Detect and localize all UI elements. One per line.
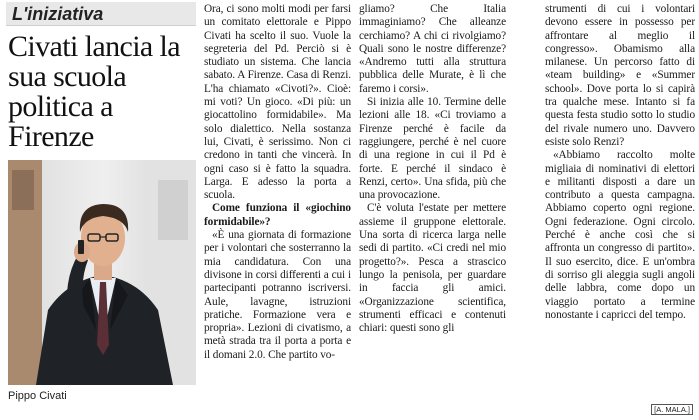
paragraph: «Abbiamo raccolto molte migliaia di nominativi di elettori e militanti disposti a dare un contributo a questa campagna. Abbiamo coperto ogni regione. Ogni federazione. Ogni circolo. Perché è anche così che si affronta un congresso di partito». Il suo esercito, dice. E un'ombra di sorriso gli aleggia sugli angoli delle labbra, come dopo un viaggio portato a termine nonostante i capricci del tempo. [545,149,695,321]
paragraph: Ora, ci sono molti modi per farsi un comitato elettorale e Pippo Civati ha scelto il suo. Vuole la segreteria del Pd. Perciò si è studiato un sistema. Che lancia sabato. A Firenze. Casa di Renzi. L'ha chiamato «Civoti?». Cioè: mi voti? Un gioco. «Di più: un giocattolino formidabile». Ma solo dialettico. Nella sostanza lui, Civati, è serissimo. Non ci credono in tanti che vincerà. In ogni caso si è fatto la squadra. Larga. E adesso la porta a scuola. [204,3,351,202]
photo-caption: Pippo Civati [8,390,67,402]
paragraph: Si inizia alle 10. Termine delle lezioni alle 18. «Ci troviamo a Firenze perché è facile da raggiungere, perché è nel cuore di una regione in cui il Pd è forte. E perché il sindaco è Renzi, certo». Una sfida, più che una provocazione. [359,96,506,202]
section-tag: L'iniziativa [6,2,196,26]
paragraph: «È una giornata di formazione per i volontari che sosterranno la mia candidatura. Con una divisone in corsi differenti a cui i partecipanti potranno iscriversi. Aule, lavagne, istruzioni pratiche. Formazione vera e propria». Lezioni di civatismo, a metà strada tra il porta a porta e il domani 2.0. Che partito vo- [204,229,351,361]
article-column-3 [545,3,695,413]
paragraph: strumenti di cui i volontari devono essere in possesso per affrontare al meglio il congresso». Obamismo alla milanese. Un percorso fatto di «team building» e «Summer school». Dove porta lo si capirà tra qualche mese. Intanto si fa questa festa studio sotto lo studio del rivale numero uno. Davvero esiste solo Renzi? [545,3,695,148]
headline: Civati lancia la sua scuola politica a Firenze [8,30,180,153]
article-column-1 [204,3,351,413]
paragraph: C'è voluta l'estate per mettere assieme il gruppone elettorale. Una sorta di ricerca larga nelle sedi di partito. «Ci credi nel mio progetto?». Pesca a strascico lungo la penisola, per guardare in faccia gli amici. «Organizzazione scientifica, strumenti efficaci e contenuti chiari: questi sono gli [359,202,506,335]
article-photo [8,160,196,385]
paragraph: gliamo? Che Italia immaginiamo? Che alleanze cerchiamo? A chi ci rivolgiamo? Quali sono le nostre differenze? «Andremo tutti alla struttura pubblica delle Murate, è lì che faremo i corsi». [359,3,506,95]
article-column-2 [359,3,506,413]
question-paragraph: Come funziona il «giochino formidabile»? [204,202,351,228]
author-byline: [A. MALA.] [651,404,693,415]
